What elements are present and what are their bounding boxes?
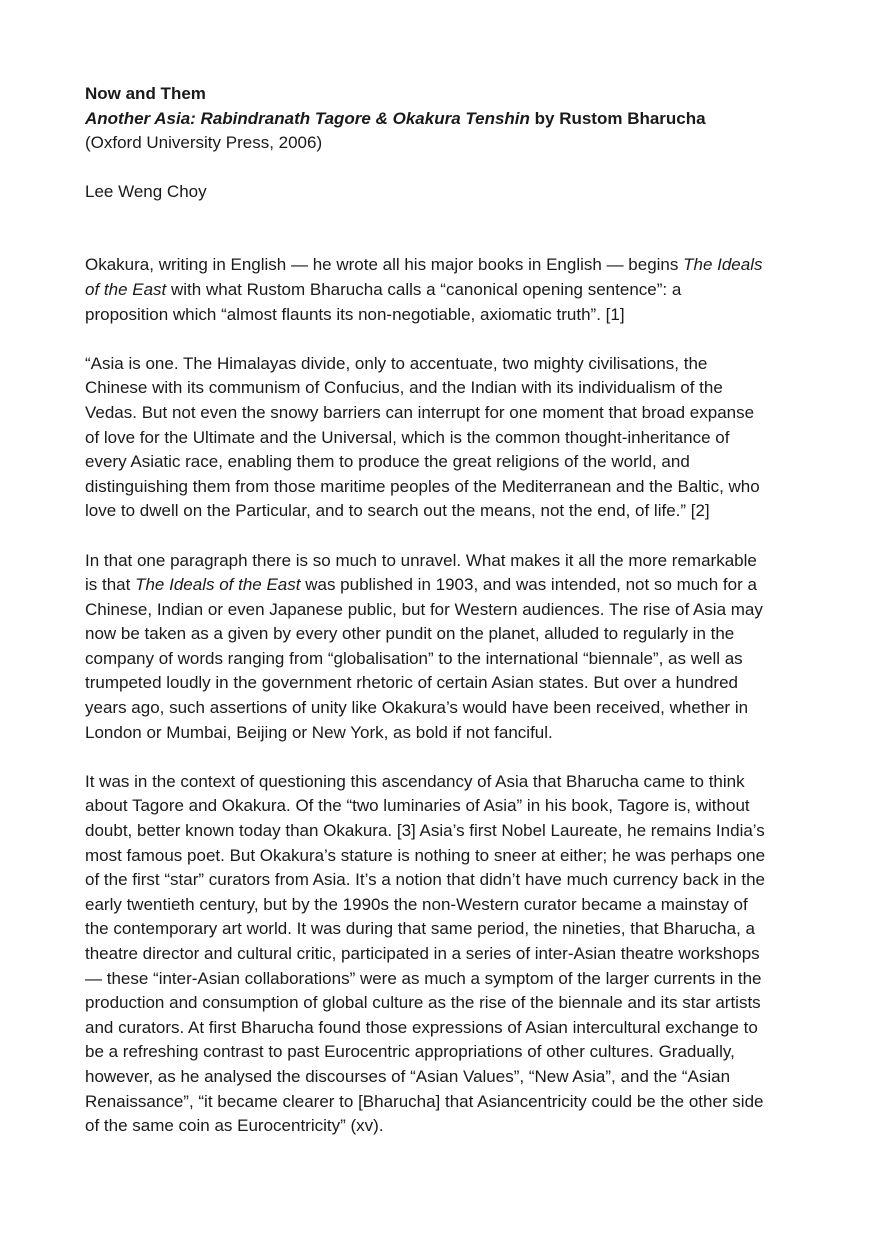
italic-title: of the East: [85, 279, 167, 299]
text-line: [85, 573, 801, 598]
book-citation: [85, 107, 801, 132]
text-line: now be taken as a given by every other pundit on the planet, alluded to regularly in the: [85, 624, 735, 644]
text-line: every Asiatic race, enabling them to produce the great religions of the world, and: [85, 452, 690, 472]
paragraph-4: [85, 770, 801, 1139]
text-line: [85, 278, 801, 303]
italic-title: The Ideals: [683, 255, 763, 275]
paragraph-2-quote: [85, 352, 801, 524]
paragraph-1: [85, 253, 801, 327]
text-run: with what Rustom Bharucha calls a “canonical opening sentence”: a: [166, 279, 682, 299]
text-line: Vedas. But not even the snowy barriers can interrupt for one moment that broad expanse: [85, 402, 755, 422]
text-line: doubt, better known today than Okakura. [3] Asia’s first Nobel Laureate, he remains India’s: [85, 821, 765, 841]
paragraph-3: [85, 549, 801, 746]
text-run: Okakura, writing in English — he wrote all his major books in English — begins: [85, 255, 684, 275]
text-run: was published in 1903, and was intended, not so much for a: [300, 575, 757, 595]
text-line: most famous poet. But Okakura’s stature is nothing to sneer at either; he was perhaps one: [85, 845, 766, 865]
book-title: Another Asia: Rabindranath Tagore & Okakura Tenshin: [85, 108, 530, 128]
text-line: proposition which “almost flaunts its non-negotiable, axiomatic truth”. [1]: [85, 304, 625, 324]
document-header: [85, 82, 801, 204]
text-line: It was in the context of questioning this ascendancy of Asia that Bharucha came to think: [85, 771, 745, 791]
text-line: Chinese, Indian or even Japanese public, but for Western audiences. The rise of Asia may: [85, 599, 763, 619]
text-line: and curators. At first Bharucha found those expressions of Asian intercultural exchange to: [85, 1017, 758, 1037]
text-line: — these “inter-Asian collaborations” were as much a symptom of the larger currents in the: [85, 968, 762, 988]
article-author: Lee Weng Choy: [85, 181, 207, 201]
text-line: early twentieth century, but by the 1990s the non-Western curator became a mainstay of: [85, 894, 748, 914]
text-line: trumpeted loudly in the government rhetoric of certain Asian states. But over a hundred: [85, 673, 738, 693]
book-author: by Rustom Bharucha: [529, 108, 706, 128]
text-line: [85, 253, 801, 278]
document-page: [85, 82, 801, 1163]
text-line: distinguishing them from those maritime peoples of the Mediterranean and the Baltic, who: [85, 476, 760, 496]
text-line: years ago, such assertions of unity like Okakura’s would have been received, whether in: [85, 698, 749, 718]
text-line: about Tagore and Okakura. Of the “two luminaries of Asia” in his book, Tagore is, without: [85, 796, 750, 816]
text-line: of the same coin as Eurocentricity” (xv).: [85, 1116, 384, 1136]
text-line: be a refreshing contrast to past Eurocentric appropriations of other cultures. Gradually,: [85, 1042, 735, 1062]
page-title: Now and Them: [85, 84, 206, 103]
text-line: love to dwell on the Particular, and to search out the means, not the end, of life.” [2]: [85, 501, 710, 521]
text-line: the contemporary art world. It was during that same period, the nineties, that Bharucha, a: [85, 919, 755, 939]
text-line: London or Mumbai, Beijing or New York, as bold if not fanciful.: [85, 722, 553, 742]
text-line: Chinese with its communism of Confucius, and the Indian with its individualism of the: [85, 378, 723, 398]
text-line: production and consumption of global culture as the rise of the biennale and its star artists: [85, 993, 761, 1013]
text-line: however, as he analysed the discourses of “Asian Values”, “New Asia”, and the “Asian: [85, 1066, 731, 1086]
text-run: is that: [85, 575, 136, 595]
text-line: company of words ranging from “globalisation” to the international “biennale”, as well as: [85, 648, 743, 668]
publisher-info: (Oxford University Press, 2006): [85, 133, 323, 153]
text-line: “Asia is one. The Himalayas divide, only to accentuate, two mighty civilisations, the: [85, 353, 708, 373]
text-line: In that one paragraph there is so much to unravel. What makes it all the more remarkable: [85, 550, 757, 570]
text-line: of love for the Ultimate and the Universal, which is the common thought-inheritance of: [85, 427, 730, 447]
italic-title: The Ideals of the East: [135, 575, 301, 595]
text-line: theatre director and cultural critic, participated in a series of inter-Asian theatre workshops: [85, 944, 760, 963]
article-body: [85, 253, 801, 1138]
text-line: of the first “star” curators from Asia. It’s a notion that didn’t have much currency back in the: [85, 870, 765, 890]
text-line: Renaissance”, “it became clearer to [Bharucha] that Asiancentricity could be the other side: [85, 1091, 764, 1111]
